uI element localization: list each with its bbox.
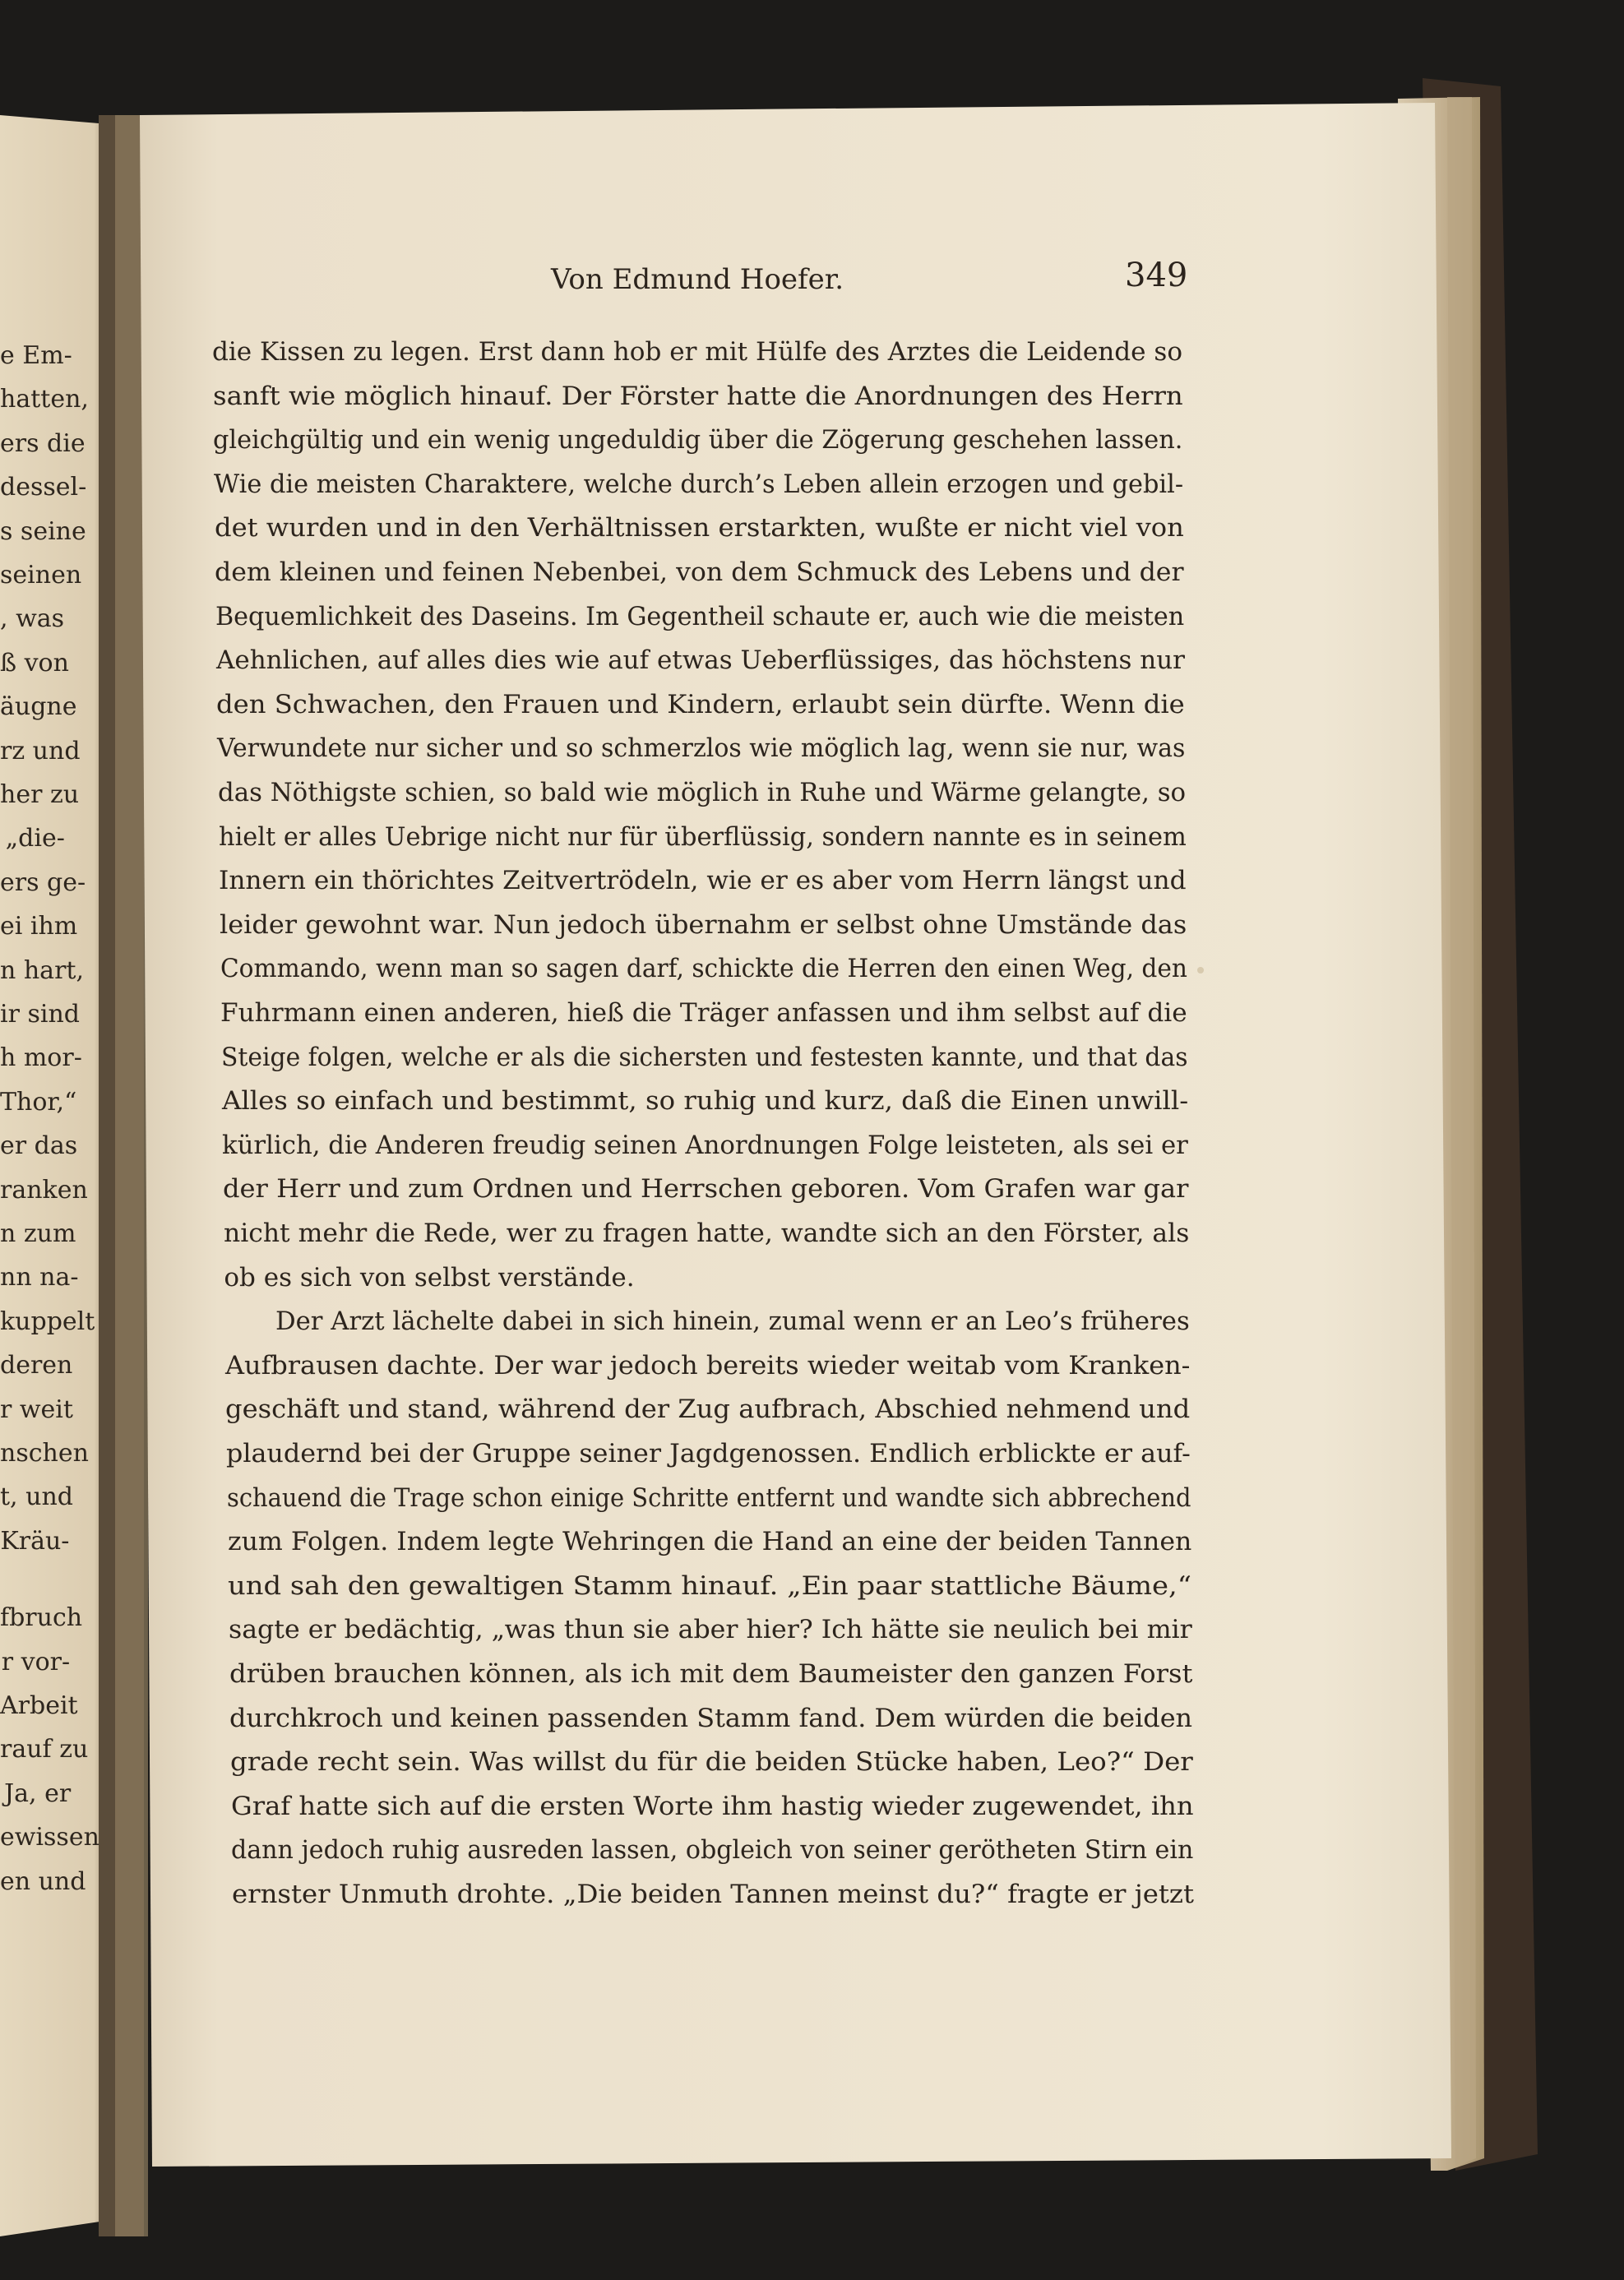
left-page-fragment: äugne xyxy=(0,692,77,722)
text-line: sagte er bedächtig, „was thun sie aber hier? Ich hätte sie neulich bei mir xyxy=(228,1615,1192,1645)
text-line: dann jedoch ruhig ausreden lassen, obgleich von seiner gerötheten Stirn ein xyxy=(231,1835,1194,1866)
text-line: ernster Unmuth drohte. „Die beiden Tannen meinst du?“ fragte er jetzt xyxy=(232,1880,1194,1909)
left-page-fragment: dessel- xyxy=(0,473,87,502)
left-page-fragment: ers die xyxy=(0,428,86,458)
left-page-fragment: Kräu- xyxy=(0,1526,70,1556)
left-page-fragment: en und xyxy=(0,1866,86,1896)
text-line: Aehnlichen, auf alles dies wie auf etwas Ueberflüssiges, das höchstens nur xyxy=(215,645,1185,676)
text-line: den Schwachen, den Frauen und Kindern, erlaubt sein dürfte. Wenn die xyxy=(216,689,1186,719)
text-line: und sah den gewaltigen Stamm hinauf. „Ein paar stattliche Bäume,“ xyxy=(228,1570,1192,1601)
left-page-fragment: her zu xyxy=(0,780,80,809)
left-page-fragment: hatten, xyxy=(0,385,89,414)
left-page-fragment: n zum xyxy=(0,1219,76,1248)
text-line: Commando, wenn man so sagen darf, schickte die Herren den einen Weg, den xyxy=(220,954,1187,984)
left-page-fragment: deren xyxy=(0,1351,73,1380)
left-page-fragment: Thor,“ xyxy=(0,1087,77,1117)
text-line: ob es sich von selbst verstände. xyxy=(224,1262,635,1293)
text-line: Innern ein thörichtes Zeitvertrödeln, wie er es aber vom Herrn längst und xyxy=(219,866,1187,896)
text-line: grade recht sein. Was willst du für die beiden Stücke haben, Leo?“ Der xyxy=(229,1747,1193,1778)
left-page-fragment: , was xyxy=(0,604,65,634)
left-page-fragment: seinen xyxy=(0,561,82,590)
text-line: Graf hatte sich auf die ersten Worte ihm hastig wieder zugewendet, ihn xyxy=(230,1791,1194,1821)
text-line: gleichgültig und ein wenig ungeduldig über die Zögerung geschehen lassen. xyxy=(213,425,1183,456)
text-line: Aufbrausen dachte. Der war jedoch bereits wieder weitab vom Kranken- xyxy=(224,1350,1191,1380)
left-page-fragment: ers ge- xyxy=(0,867,86,897)
text-line: sanft wie möglich hinauf. Der Förster hatte die Anordnungen des Herrn xyxy=(212,381,1183,411)
left-page-fragment: Ja, er xyxy=(4,1778,72,1808)
text-line: die Kissen zu legen. Erst dann hob er mit Hülfe des Arztes die Leidende so xyxy=(212,337,1183,367)
left-page-fragment: er das xyxy=(0,1131,78,1161)
text-line: Bequemlichkeit des Daseins. Im Gegentheil schaute er, auch wie die meisten xyxy=(215,601,1185,631)
page-number: 349 xyxy=(1125,257,1188,294)
text-line: geschäft und stand, während der Zug aufbrach, Abschied nehmend und xyxy=(225,1394,1191,1425)
left-page-fragment: h mor- xyxy=(0,1043,82,1073)
left-page-fragment: kuppelt xyxy=(0,1306,95,1336)
text-line: kürlich, die Anderen freudig seinen Anordnungen Folge leisteten, als sei er xyxy=(222,1130,1189,1160)
text-line: Fuhrmann einen anderen, hieß die Träger anfassen und ihm selbst auf die xyxy=(220,998,1187,1028)
left-page-fragment: fbruch xyxy=(0,1603,83,1633)
left-page-fragment: r vor- xyxy=(1,1647,71,1676)
text-line: zum Folgen. Indem legte Wehringen die Hand an eine der beiden Tannen xyxy=(227,1527,1191,1557)
text-line: Verwundete nur sicher und so schmerzlos wie möglich lag, wenn sie nur, was xyxy=(217,733,1186,764)
left-page-fragment: ranken xyxy=(0,1175,88,1205)
left-page-fragment: r weit xyxy=(0,1394,73,1424)
running-title: Von Edmund Hoefer. xyxy=(551,263,844,296)
text-line: der Herr und zum Ordnen und Herrschen geboren. Vom Grafen war gar xyxy=(223,1174,1189,1205)
left-page-fragment: Arbeit xyxy=(0,1691,78,1720)
text-line: Wie die meisten Charaktere, welche durch’s Leben allein erzogen und gebil- xyxy=(214,469,1184,499)
text-line: nicht mehr die Rede, wer zu fragen hatte, wandte sich an den Förster, als xyxy=(223,1219,1190,1248)
text-line: Alles so einfach und bestimmt, so ruhig und kurz, daß die Einen unwill- xyxy=(221,1086,1188,1117)
left-page-fragment: nn na- xyxy=(0,1263,79,1293)
left-page-fragment: n hart, xyxy=(0,955,84,985)
left-page-fragment: rz und xyxy=(0,736,81,765)
left-page-fragment: rauf zu xyxy=(0,1735,89,1764)
text-line: dem kleinen und feinen Nebenbei, von dem Schmuck des Lebens und der xyxy=(215,557,1184,587)
text-line: schauend die Trage schon einige Schritte entfernt und wandte sich abbrechend xyxy=(226,1482,1191,1513)
left-page-fragment: ewissen xyxy=(0,1823,99,1852)
left-page-fragment: s seine xyxy=(0,516,86,546)
left-page-fragment: nschen xyxy=(0,1439,89,1468)
left-page-fragment: t, und xyxy=(0,1482,73,1512)
text-line: leider gewohnt war. Nun jedoch übernahm er selbst ohne Umstände das xyxy=(219,909,1187,940)
text-line: das Nöthigste schien, so bald wie möglich in Ruhe und Wärme gelangte, so xyxy=(217,778,1186,807)
left-page-fragment: ei ihm xyxy=(0,912,78,941)
text-line: plaudernd bei der Gruppe seiner Jagdgenossen. Endlich erblickte er auf- xyxy=(226,1439,1191,1468)
text-line: drüben brauchen können, als ich mit dem Baumeister den ganzen Forst xyxy=(229,1659,1192,1689)
left-page-fragment: ir sind xyxy=(0,1000,80,1029)
left-page-fragment: ß von xyxy=(0,648,69,678)
text-line: det wurden und in den Verhältnissen erstarkten, wußte er nicht viel von xyxy=(214,513,1184,543)
text-line: Der Arzt lächelte dabei in sich hinein, zumal wenn er an Leo’s früheres xyxy=(275,1306,1190,1337)
text-line: durchkroch und keinen passenden Stamm fand. Dem würden die beiden xyxy=(229,1703,1193,1733)
left-page-fragment: e Em- xyxy=(0,341,72,370)
text-line: Steige folgen, welche er als die sichersten und festesten kannte, und that das xyxy=(220,1042,1188,1072)
text-line: hielt er alles Uebrige nicht nur für überflüssig, sondern nannte es in seinem xyxy=(218,821,1187,852)
left-page-fragment: „die- xyxy=(5,824,65,853)
